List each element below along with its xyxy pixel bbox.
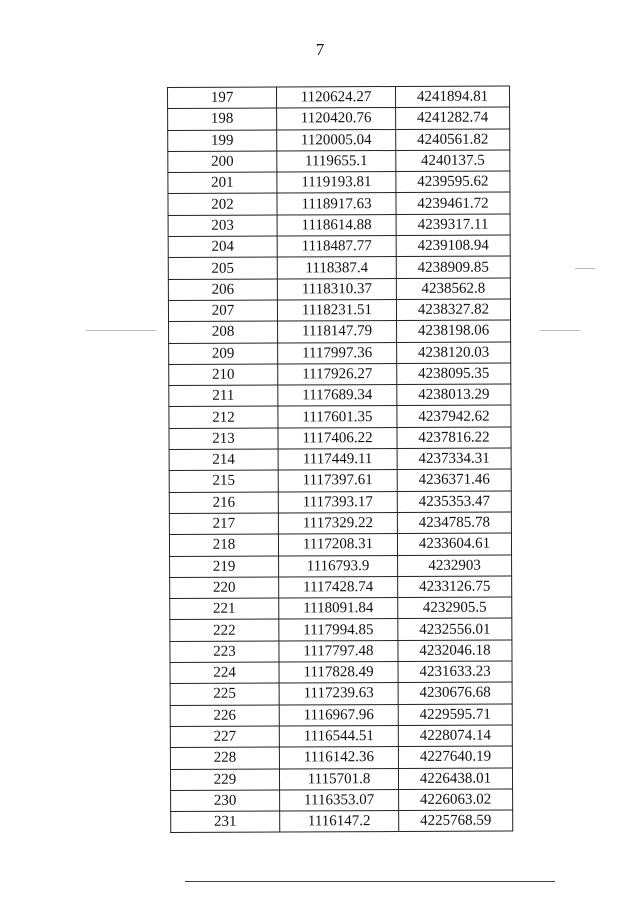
point-number-cell: 212 xyxy=(169,406,278,428)
table-row xyxy=(169,533,511,556)
y-coordinate-cell: 4237942.62 xyxy=(397,405,511,427)
point-number-cell: 214 xyxy=(169,449,278,471)
x-coordinate-cell: 1116353.07 xyxy=(280,789,399,811)
y-coordinate-cell: 4238909.85 xyxy=(396,256,510,278)
table-row xyxy=(168,150,510,173)
y-coordinate-cell: 4228074.14 xyxy=(398,725,512,747)
table-row xyxy=(168,256,510,279)
table-row xyxy=(169,363,511,386)
point-number-cell: 199 xyxy=(168,130,277,152)
point-number-cell: 225 xyxy=(170,683,279,705)
table-row xyxy=(171,789,513,812)
point-number-cell: 206 xyxy=(168,279,277,301)
table-row xyxy=(170,597,512,620)
y-coordinate-cell: 4226063.02 xyxy=(399,789,513,811)
y-coordinate-cell: 4238095.35 xyxy=(397,363,511,385)
coordinates-table xyxy=(167,86,513,834)
y-coordinate-cell: 4241282.74 xyxy=(396,107,510,129)
point-number-cell: 200 xyxy=(168,151,277,173)
point-number-cell: 202 xyxy=(168,194,277,216)
x-coordinate-cell: 1116793.9 xyxy=(279,555,398,577)
point-number-cell: 205 xyxy=(168,257,277,279)
x-coordinate-cell: 1117828.49 xyxy=(279,662,398,684)
x-coordinate-cell: 1116967.96 xyxy=(279,704,398,726)
table-row xyxy=(168,86,510,109)
y-coordinate-cell: 4241894.81 xyxy=(396,86,510,108)
point-number-cell: 228 xyxy=(170,747,279,769)
table-row xyxy=(168,299,510,322)
table-row xyxy=(169,384,511,407)
x-coordinate-cell: 1117397.61 xyxy=(278,470,397,492)
y-coordinate-cell: 4229595.71 xyxy=(398,704,512,726)
point-number-cell: 211 xyxy=(169,385,278,407)
y-coordinate-cell: 4232903 xyxy=(398,555,512,577)
y-coordinate-cell: 4227640.19 xyxy=(398,746,512,768)
point-number-cell: 216 xyxy=(169,492,278,514)
scan-edge-line xyxy=(185,881,555,882)
point-number-cell: 198 xyxy=(168,108,277,130)
y-coordinate-cell: 4239461.72 xyxy=(396,192,510,214)
point-number-cell: 209 xyxy=(169,343,278,365)
y-coordinate-cell: 4237816.22 xyxy=(397,427,511,449)
table-row xyxy=(169,320,511,343)
y-coordinate-cell: 4233126.75 xyxy=(398,576,512,598)
y-coordinate-cell: 4239595.62 xyxy=(396,171,510,193)
table-row xyxy=(170,640,512,663)
x-coordinate-cell: 1116147.2 xyxy=(280,811,399,833)
scan-speck-right xyxy=(540,330,580,331)
y-coordinate-cell: 4239317.11 xyxy=(396,214,510,236)
x-coordinate-cell: 1117601.35 xyxy=(278,406,397,428)
point-number-cell: 220 xyxy=(170,577,279,599)
table-row xyxy=(168,278,510,301)
x-coordinate-cell: 1117926.27 xyxy=(278,363,397,385)
y-coordinate-cell: 4235353.47 xyxy=(397,491,511,513)
x-coordinate-cell: 1117428.74 xyxy=(279,576,398,598)
point-number-cell: 203 xyxy=(168,215,277,237)
x-coordinate-cell: 1119655.1 xyxy=(277,150,396,172)
x-coordinate-cell: 1117449.11 xyxy=(278,449,397,471)
point-number-cell: 222 xyxy=(170,619,279,641)
x-coordinate-cell: 1117994.85 xyxy=(279,619,398,641)
point-number-cell: 217 xyxy=(169,513,278,535)
y-coordinate-cell: 4240137.5 xyxy=(396,150,510,172)
y-coordinate-cell: 4231633.23 xyxy=(398,661,512,683)
x-coordinate-cell: 1115701.8 xyxy=(279,768,398,790)
table-row xyxy=(169,405,511,428)
x-coordinate-cell: 1118091.84 xyxy=(279,598,398,620)
point-number-cell: 231 xyxy=(171,811,280,833)
y-coordinate-cell: 4238120.03 xyxy=(397,342,511,364)
y-coordinate-cell: 4240561.82 xyxy=(396,129,510,151)
table-row xyxy=(169,469,511,492)
point-number-cell: 230 xyxy=(171,790,280,812)
x-coordinate-cell: 1118917.63 xyxy=(277,193,396,215)
y-coordinate-cell: 4232046.18 xyxy=(398,640,512,662)
point-number-cell: 207 xyxy=(168,300,277,322)
table-row xyxy=(169,491,511,514)
x-coordinate-cell: 1118487.77 xyxy=(277,236,396,258)
x-coordinate-cell: 1118147.79 xyxy=(278,321,397,343)
table-row xyxy=(170,725,512,748)
x-coordinate-cell: 1120624.27 xyxy=(277,87,396,109)
y-coordinate-cell: 4234785.78 xyxy=(397,512,511,534)
table-row xyxy=(170,704,512,727)
x-coordinate-cell: 1116142.36 xyxy=(279,747,398,769)
point-number-cell: 224 xyxy=(170,662,279,684)
point-number-cell: 197 xyxy=(168,87,277,109)
table-row xyxy=(170,576,512,599)
table-row xyxy=(169,512,511,535)
x-coordinate-cell: 1117329.22 xyxy=(278,512,397,534)
x-coordinate-cell: 1117406.22 xyxy=(278,427,397,449)
point-number-cell: 218 xyxy=(169,534,278,556)
y-coordinate-cell: 4226438.01 xyxy=(398,767,512,789)
x-coordinate-cell: 1117997.36 xyxy=(278,342,397,364)
y-coordinate-cell: 4236371.46 xyxy=(397,469,511,491)
table-row xyxy=(170,746,512,769)
x-coordinate-cell: 1116544.51 xyxy=(279,725,398,747)
point-number-cell: 204 xyxy=(168,236,277,258)
point-number-cell: 210 xyxy=(169,364,278,386)
table-row xyxy=(170,661,512,684)
table-row xyxy=(170,618,512,641)
y-coordinate-cell: 4230676.68 xyxy=(398,682,512,704)
y-coordinate-cell: 4232905.5 xyxy=(398,597,512,619)
y-coordinate-cell: 4238327.82 xyxy=(396,299,510,321)
point-number-cell: 221 xyxy=(170,598,279,620)
table-row xyxy=(168,235,510,258)
coordinates-table-body xyxy=(168,86,513,833)
table-row xyxy=(168,214,510,237)
table-row xyxy=(170,767,512,790)
x-coordinate-cell: 1117208.31 xyxy=(278,534,397,556)
table-row xyxy=(168,192,510,215)
scan-speck-right-upper xyxy=(575,268,595,269)
x-coordinate-cell: 1118231.51 xyxy=(277,299,396,321)
x-coordinate-cell: 1117239.63 xyxy=(279,683,398,705)
table-row xyxy=(171,810,513,833)
y-coordinate-cell: 4237334.31 xyxy=(397,448,511,470)
table-row xyxy=(169,448,511,471)
y-coordinate-cell: 4225768.59 xyxy=(399,810,513,832)
y-coordinate-cell: 4238013.29 xyxy=(397,384,511,406)
point-number-cell: 213 xyxy=(169,428,278,450)
x-coordinate-cell: 1118614.88 xyxy=(277,214,396,236)
point-number-cell: 227 xyxy=(170,726,279,748)
x-coordinate-cell: 1117797.48 xyxy=(279,640,398,662)
x-coordinate-cell: 1117393.17 xyxy=(278,491,397,513)
table-row xyxy=(169,342,511,365)
table-row xyxy=(170,682,512,705)
table-row xyxy=(168,107,510,130)
y-coordinate-cell: 4239108.94 xyxy=(396,235,510,257)
page-number: 7 xyxy=(315,40,325,59)
point-number-cell: 223 xyxy=(170,641,279,663)
x-coordinate-cell: 1119193.81 xyxy=(277,172,396,194)
point-number-cell: 229 xyxy=(170,769,279,791)
x-coordinate-cell: 1117689.34 xyxy=(278,385,397,407)
point-number-cell: 201 xyxy=(168,172,277,194)
y-coordinate-cell: 4233604.61 xyxy=(397,533,511,555)
point-number-cell: 215 xyxy=(169,470,278,492)
x-coordinate-cell: 1118387.4 xyxy=(277,257,396,279)
table-row xyxy=(169,427,511,450)
table-row xyxy=(168,171,510,194)
y-coordinate-cell: 4238198.06 xyxy=(397,320,511,342)
point-number-cell: 208 xyxy=(169,321,278,343)
table-row xyxy=(170,555,512,578)
scan-speck-left xyxy=(86,330,156,331)
x-coordinate-cell: 1118310.37 xyxy=(277,278,396,300)
point-number-cell: 219 xyxy=(170,556,279,578)
y-coordinate-cell: 4232556.01 xyxy=(398,618,512,640)
x-coordinate-cell: 1120005.04 xyxy=(277,129,396,151)
y-coordinate-cell: 4238562.8 xyxy=(396,278,510,300)
x-coordinate-cell: 1120420.76 xyxy=(277,108,396,130)
table-row xyxy=(168,129,510,152)
point-number-cell: 226 xyxy=(170,705,279,727)
